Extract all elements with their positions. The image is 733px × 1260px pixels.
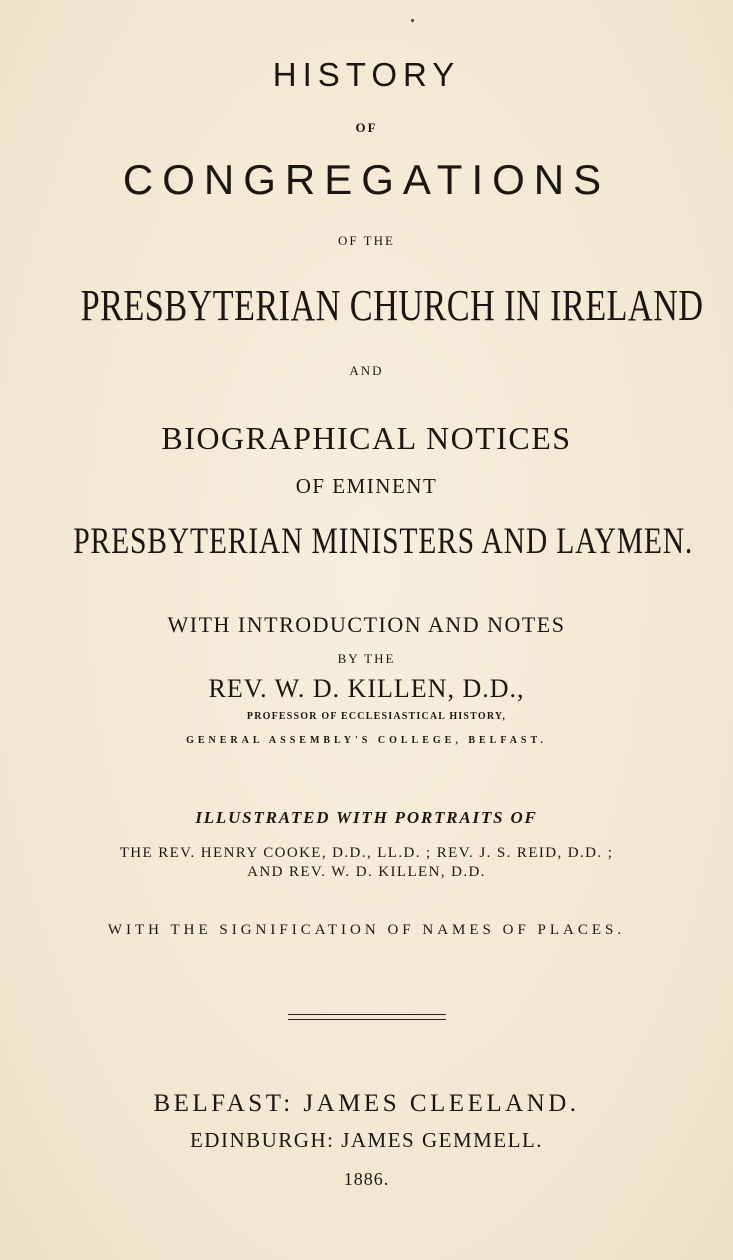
title-church: PRESBYTERIAN CHURCH IN IRELAND (80, 281, 704, 330)
author-name: REV. W. D. KILLEN, D.D., (208, 674, 525, 703)
ink-speck (411, 19, 414, 22)
introduction-line: WITH INTRODUCTION AND NOTES (167, 612, 566, 637)
portraits-line-1: THE REV. HENRY COOKE, D.D., LL.D. ; REV. J. S. REID, D.D. ; (119, 845, 614, 861)
title-congregations: CONGREGATIONS (122, 156, 611, 203)
publisher-edinburgh: EDINBURGH: JAMES GEMMELL. (189, 1128, 544, 1152)
subtitle-biographical: BIOGRAPHICAL NOTICES (161, 420, 572, 456)
title-of-the: OF THE (338, 233, 395, 248)
title-and: AND (349, 363, 384, 378)
double-rule-bottom (288, 1019, 446, 1020)
by-the-line: BY THE (337, 651, 396, 666)
subtitle-of-eminent: OF EMINENT (295, 474, 438, 498)
publisher-belfast: BELFAST: JAMES CLEELAND. (153, 1090, 580, 1117)
title-history: HISTORY (272, 56, 461, 93)
subtitle-ministers: PRESBYTERIAN MINISTERS AND LAYMEN. (73, 521, 694, 562)
author-institution: GENERAL ASSEMBLY'S COLLEGE, BELFAST. (186, 735, 547, 746)
publication-year: 1886. (343, 1169, 390, 1189)
signification-line: WITH THE SIGNIFICATION OF NAMES OF PLACES. (107, 922, 626, 938)
illustrated-line: ILLUSTRATED WITH PORTRAITS OF (195, 808, 538, 827)
portraits-line-2: AND REV. W. D. KILLEN, D.D. (247, 864, 486, 880)
author-position: PROFESSOR OF ECCLESIASTICAL HISTORY, (246, 711, 507, 722)
title-of: OF (355, 120, 378, 135)
double-rule-top (288, 1014, 446, 1015)
